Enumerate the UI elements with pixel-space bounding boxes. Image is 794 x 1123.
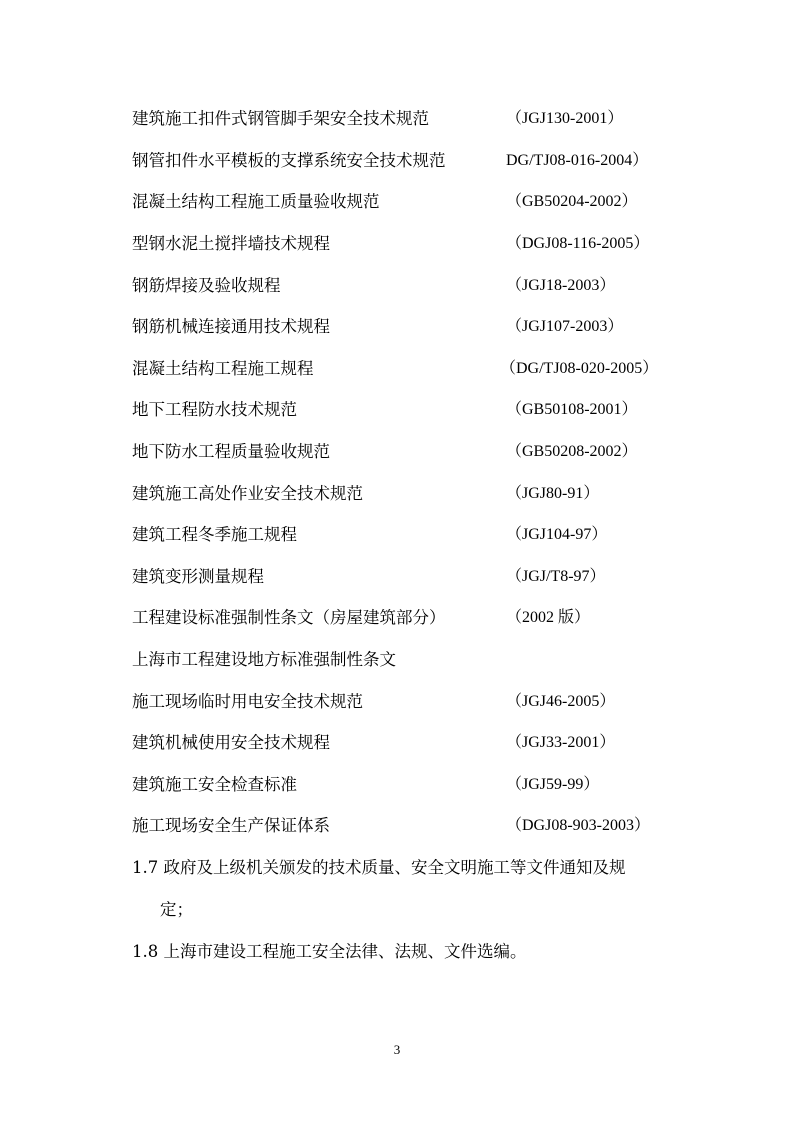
standard-name: 建筑机械使用安全技术规程 bbox=[132, 733, 330, 752]
standard-name: 施工现场临时用电安全技术规范 bbox=[132, 692, 363, 711]
standard-name: 混凝土结构工程施工质量验收规范 bbox=[132, 192, 380, 211]
standard-code: （JGJ18-2003） bbox=[506, 277, 616, 294]
standard-code: DG/TJ08-016-2004） bbox=[506, 152, 649, 169]
standard-name: 型钢水泥土搅拌墙技术规程 bbox=[132, 234, 330, 253]
standard-name: 地下防水工程质量验收规范 bbox=[132, 442, 330, 461]
standard-code: （GB50204-2002） bbox=[506, 193, 638, 210]
standard-name: 施工现场安全生产保证体系 bbox=[132, 816, 330, 835]
standard-name: 建筑工程冬季施工规程 bbox=[132, 525, 297, 544]
standard-code: （JGJ46-2005） bbox=[506, 693, 616, 710]
standard-code: （JGJ80-91） bbox=[506, 485, 600, 502]
standard-name: 钢筋焊接及验收规程 bbox=[132, 276, 281, 295]
section-1-7: 1.7 政府及上级机关颁发的技术质量、安全文明施工等文件通知及规 bbox=[132, 858, 626, 877]
standard-code: （DG/TJ08-020-2005） bbox=[500, 360, 659, 377]
standard-name: 地下工程防水技术规范 bbox=[132, 400, 297, 419]
standard-code: （JGJ107-2003） bbox=[506, 318, 624, 335]
page-number: 3 bbox=[393, 1042, 401, 1057]
standard-code: （2002 版） bbox=[506, 609, 591, 626]
standard-code: （JGJ59-99） bbox=[506, 776, 600, 793]
section-1-7-continued: 定； bbox=[160, 900, 193, 919]
standard-code: （JGJ/T8-97） bbox=[506, 568, 606, 585]
standard-name: 混凝土结构工程施工规程 bbox=[132, 359, 314, 378]
standard-code: （JGJ33-2001） bbox=[506, 734, 616, 751]
standard-code: （GB50208-2002） bbox=[506, 443, 638, 460]
standard-name: 建筑变形测量规程 bbox=[132, 567, 264, 586]
standard-code: （GB50108-2001） bbox=[506, 401, 638, 418]
standard-name: 建筑施工高处作业安全技术规范 bbox=[132, 484, 363, 503]
standard-name: 钢筋机械连接通用技术规程 bbox=[132, 317, 330, 336]
standard-name: 建筑施工安全检查标准 bbox=[132, 775, 297, 794]
standard-name: 上海市工程建设地方标准强制性条文 bbox=[132, 650, 396, 669]
standard-code: （JGJ130-2001） bbox=[506, 110, 624, 127]
standard-name: 钢管扣件水平模板的支撑系统安全技术规范 bbox=[132, 151, 446, 170]
standard-code: （JGJ104-97） bbox=[506, 526, 608, 543]
standard-name: 建筑施工扣件式钢管脚手架安全技术规范 bbox=[132, 109, 429, 128]
standard-name: 工程建设标准强制性条文（房屋建筑部分） bbox=[132, 608, 446, 627]
standard-code: （DGJ08-116-2005） bbox=[506, 235, 650, 252]
section-1-8: 1.8 上海市建设工程施工安全法律、法规、文件选编。 bbox=[132, 942, 527, 961]
standard-code: （DGJ08-903-2003） bbox=[506, 817, 650, 834]
